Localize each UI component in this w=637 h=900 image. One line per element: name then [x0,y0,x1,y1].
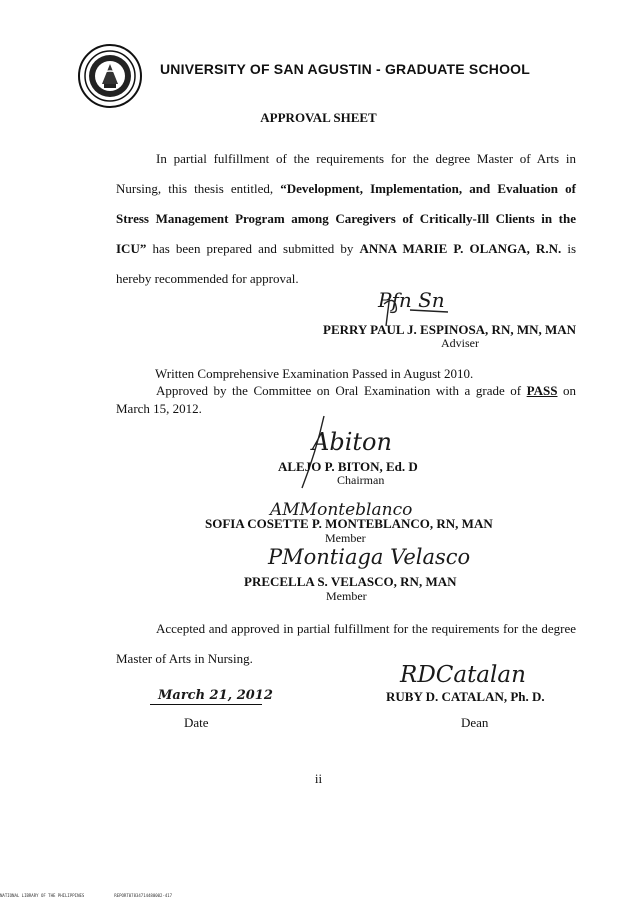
member1-signature: AMMonteblanco [270,500,413,520]
date-line [150,704,262,705]
exam-passed-text: Written Comprehensive Examination Passed in August 2010. [155,366,474,381]
date-value: March 21, 2012 [158,688,273,703]
university-seal-icon [78,44,142,108]
chairman-signature: Abiton [312,428,392,456]
footer-code: REPORT07834714480002-417 [114,893,173,898]
approval-paragraph [116,382,576,418]
dean-name: RUBY D. CATALAN, Ph. D. [386,689,545,704]
member2-role: Member [326,589,367,603]
paragraph-text-2: has been prepared and submitted by [146,241,360,256]
university-name: UNIVERSITY OF SAN AGUSTIN - GRADUATE SCHOOL [160,61,531,77]
date-label: Date [184,715,209,730]
paragraph-text-3: is hereby recommended for approval. [116,241,577,286]
chairman-role: Chairman [337,473,385,487]
paragraph-text-1: In partial fulfillment of the requirements for the degree Master of Arts in Nursing, this thesis entitled, [116,151,576,196]
approval-text-1: Approved by the Committee on Oral Examination with a grade of [156,383,527,398]
page-number: ii [314,771,323,786]
chairman-name: ALEJO P. BITON, Ed. D [278,459,418,474]
member1-role: Member [325,531,366,545]
dean-signature: RDCatalan [400,662,526,688]
adviser-name: PERRY PAUL J. ESPINOSA, RN, MN, MAN [323,322,577,337]
member2-name: PRECELLA S. VELASCO, RN, MAN [244,574,457,589]
thesis-title: “Development, Implementation, and Evaluation of Stress Management Program among Caregivers of Critically-Ill Clients in the ICU” [116,181,576,256]
chairman-signature-stroke [296,412,336,492]
dean-role: Dean [461,715,489,730]
page-title: APPROVAL SHEET [260,110,377,125]
grade-pass: PASS [526,383,558,398]
footer-stamp [0,893,172,898]
footer-library: NATIONAL LIBRARY OF THE PHILIPPINES [0,893,85,898]
author-name: ANNA MARIE P. OLANGA, R.N. [359,241,562,256]
accepted-text: Accepted and approved in partial fulfillment for the requirements for the degree Master of Arts in Nursing. [116,621,576,666]
recommendation-paragraph [116,144,576,294]
member2-signature: PMontiaga Velasco [268,545,471,569]
adviser-role: Adviser [441,336,479,350]
approval-text-2: on March 15, 2012. [116,383,577,416]
adviser-signature: Pfn Sn [378,288,445,312]
member1-name: SOFIA COSETTE P. MONTEBLANCO, RN, MAN [205,516,493,531]
